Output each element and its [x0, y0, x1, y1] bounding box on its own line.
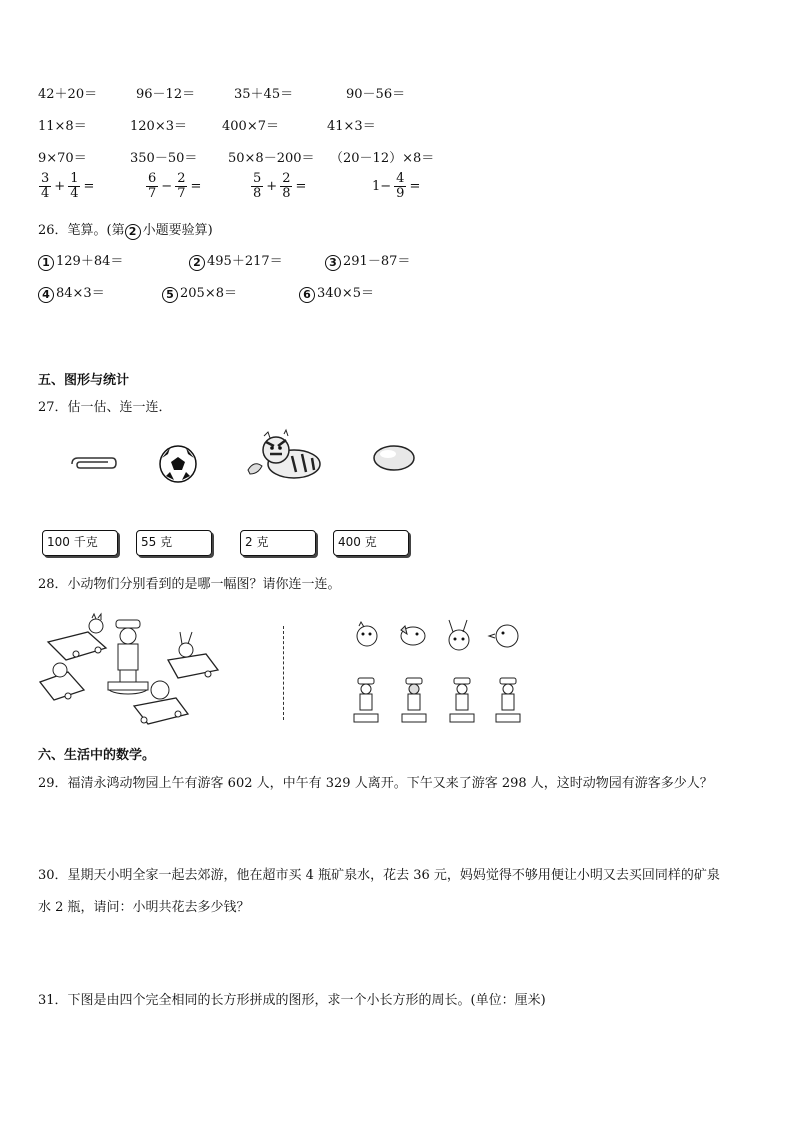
oral-item: 35＋45＝	[234, 87, 294, 102]
paperclip-icon	[68, 455, 118, 473]
fraction-expression	[370, 172, 422, 201]
oral-item: 11×8＝	[38, 119, 87, 134]
circled-number: 2	[189, 255, 205, 271]
denominator: 4	[70, 186, 79, 201]
fraction-expression	[145, 172, 203, 201]
denominator: 9	[396, 186, 405, 201]
egg-icon	[372, 443, 420, 475]
q30-text-line2: 水 2 瓶，请问：小明共花去多少钱？	[38, 900, 250, 915]
weight-box[interactable]: 55 克	[136, 530, 212, 556]
numerator: 1	[70, 171, 79, 186]
oral-item: 41×3＝	[327, 119, 376, 134]
whole-number: 1−	[372, 179, 392, 194]
q27-title: 27．估一估、连一连．	[38, 400, 172, 415]
oral-item: 350－50＝	[130, 151, 198, 166]
monkey-head-icon	[357, 622, 377, 646]
q26-expr: 205×8＝	[180, 286, 237, 301]
oral-item: 96－12＝	[136, 87, 196, 102]
numerator: 5	[253, 171, 262, 186]
numerator: 2	[177, 171, 186, 186]
denominator: 7	[177, 186, 186, 201]
circled-number: 1	[38, 255, 54, 271]
q26-item	[38, 282, 105, 303]
oral-item: （20－12）×8＝	[330, 151, 435, 166]
numerator: 2	[282, 171, 291, 186]
denominator: 8	[282, 186, 291, 201]
q26-title-text-end: 小题要验算)	[142, 223, 213, 238]
q26-item	[189, 250, 283, 271]
equals-sign: =	[295, 179, 307, 194]
policeman-view-icon	[354, 678, 378, 722]
q26-item	[325, 250, 410, 271]
q26-expr: 84×3＝	[56, 286, 105, 301]
circled-number: 4	[38, 287, 54, 303]
oral-item: 400×7＝	[222, 119, 279, 134]
q26-expr: 129＋84＝	[56, 254, 124, 269]
tiger-toy-icon	[244, 430, 324, 482]
circled-number: 6	[299, 287, 315, 303]
numerator: 6	[148, 171, 157, 186]
q26-expr: 291－87＝	[343, 254, 411, 269]
section-heading: 五、图形与统计	[38, 373, 130, 388]
operator: +	[54, 179, 66, 194]
q31-text: 31．下图是由四个完全相同的长方形拼成的图形，求一个小长方形的周长。(单位：厘米)	[38, 993, 546, 1008]
circled-number: 5	[162, 287, 178, 303]
q26-item	[38, 250, 123, 271]
section-heading: 六、生活中的数学。	[38, 748, 156, 763]
chick-head-icon	[489, 625, 518, 647]
oral-item: 50×8－200＝	[228, 151, 315, 166]
animals-scene-illustration	[38, 610, 223, 730]
equals-sign: =	[190, 179, 202, 194]
equals-sign: =	[409, 179, 421, 194]
dog-head-icon	[401, 626, 425, 645]
circled-number: 2	[125, 224, 141, 240]
weight-box[interactable]: 2 克	[240, 530, 316, 556]
q30-text-line1: 30．星期天小明全家一起去郊游，他在超市买 4 瓶矿泉水，花去 36 元，妈妈觉得不够用便让小明又去买回同样的矿泉	[38, 868, 720, 883]
oral-item: 90－56＝	[346, 87, 406, 102]
operator: +	[266, 179, 278, 194]
q26-expr: 495＋217＝	[207, 254, 283, 269]
q26-expr: 340×5＝	[317, 286, 374, 301]
weight-box[interactable]: 400 克	[333, 530, 409, 556]
operator: −	[161, 179, 173, 194]
rabbit-head-icon	[449, 620, 469, 650]
numerator: 3	[41, 171, 50, 186]
q26-title-text: 26．笔算。(第	[38, 223, 125, 238]
oral-item: 42＋20＝	[38, 87, 98, 102]
denominator: 7	[148, 186, 157, 201]
divider-line	[283, 626, 284, 720]
q26-title	[38, 219, 213, 240]
fraction-expression	[250, 172, 308, 201]
denominator: 8	[253, 186, 262, 201]
denominator: 4	[41, 186, 50, 201]
policeman-view-icon	[450, 678, 474, 722]
q26-item	[299, 282, 374, 303]
numerator: 4	[396, 171, 405, 186]
fraction-expression	[38, 172, 96, 201]
oral-item: 9×70＝	[38, 151, 87, 166]
weight-box[interactable]: 100 千克	[42, 530, 118, 556]
animal-heads-row	[355, 620, 525, 656]
q29-text: 29．福清永鸿动物园上午有游客 602 人，中午有 329 人离开。下午又来了游客 298 人，这时动物园有游客多少人？	[38, 776, 713, 791]
equals-sign: =	[83, 179, 95, 194]
q26-item	[162, 282, 237, 303]
q28-title: 28．小动物们分别看到的是哪一幅图？请你连一连。	[38, 577, 341, 592]
policeman-view-icon	[496, 678, 520, 722]
soccer-ball-icon	[158, 444, 200, 484]
circled-number: 3	[325, 255, 341, 271]
policeman-view-icon	[402, 678, 426, 722]
policeman-views-row	[352, 676, 527, 726]
oral-item: 120×3＝	[130, 119, 187, 134]
